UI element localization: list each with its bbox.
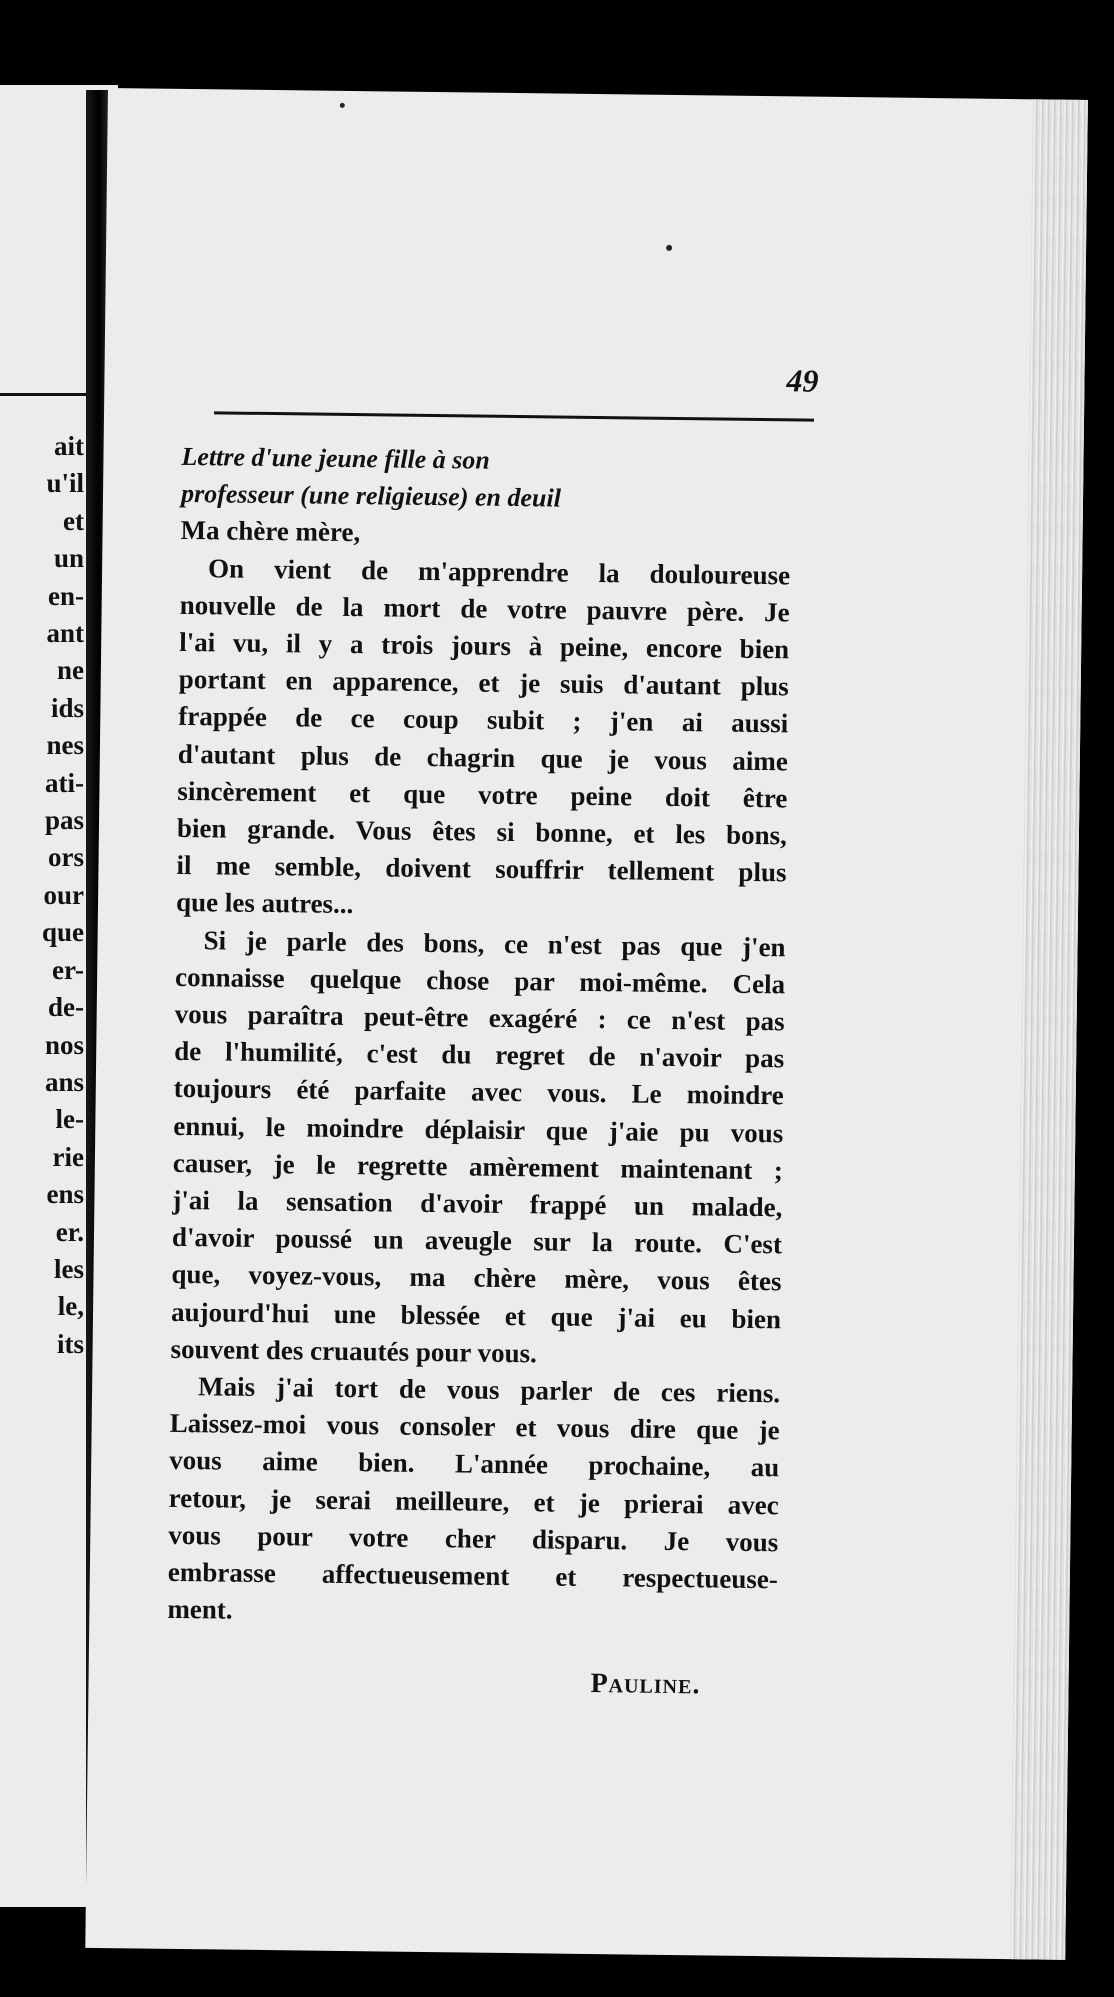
paragraph	[176, 550, 790, 929]
paragraph-line: sincèrement et que votre peine doit être	[177, 775, 788, 814]
paragraph-line: toujours été parfaite avec vous. Le moindre	[173, 1073, 784, 1111]
paragraph-line: Mais j'ai tort de vous parler de ces riens.	[197, 1371, 781, 1409]
paragraph-line: retour, je serai meilleure, et je prierai avec	[168, 1482, 779, 1520]
left-page-fragment: ans	[44, 1066, 84, 1097]
left-page-fragment: nos	[44, 1029, 84, 1060]
left-page-fragment: que	[41, 917, 84, 948]
left-page-text-fragments	[0, 428, 84, 1363]
paragraph-line: bien grande. Vous êtes si bonne, et les bons,	[176, 812, 788, 851]
left-page-fragment: ati-	[45, 767, 84, 798]
left-page-fragment: les	[54, 1253, 84, 1284]
left-page-fragment: nes	[46, 730, 84, 761]
paragraph	[170, 922, 785, 1376]
left-page-fragment: its	[57, 1328, 84, 1359]
paragraph-line: d'avoir poussé un aveugle sur la route. C'est	[171, 1222, 783, 1260]
letter-title	[181, 438, 792, 520]
paragraph-line: nouvelle de la mort de votre pauvre père. Je	[179, 589, 790, 628]
page-number: 49	[786, 362, 819, 399]
paragraph-line: vous aime bien. L'année prochaine, au	[169, 1445, 780, 1483]
paragraph-line: vous pour votre cher disparu. Je vous	[168, 1519, 779, 1558]
paragraph-line: souvent des cruautés pour vous.	[170, 1333, 538, 1369]
left-page-fragment: pas	[44, 805, 84, 836]
left-page-fragment: en-	[48, 580, 84, 611]
letter-body	[167, 438, 791, 1636]
book-page	[85, 88, 1088, 1960]
dust-speck	[666, 245, 672, 251]
left-page-fragment: er-	[52, 954, 84, 985]
paragraph-line: Laissez-moi vous consoler et vous dire que je	[169, 1408, 780, 1446]
page-edge-stack	[1010, 99, 1088, 1960]
paragraph-line: ennui, le moindre déplaisir que j'aie pu vous	[173, 1110, 784, 1148]
left-page-fragment: ait	[54, 431, 84, 461]
left-page-rule	[0, 393, 92, 396]
paragraph-line: embrasse affectueusement et respectueuse-	[167, 1556, 779, 1595]
letter-title-line: professeur (une religieuse) en deuil	[180, 479, 562, 513]
left-page-fragment: er.	[55, 1216, 84, 1247]
paragraph-line: connaisse quelque chose par moi-même. Cela	[174, 961, 786, 1000]
left-page-fragment: le-	[55, 1104, 84, 1135]
paragraph-line: On vient de m'apprendre la douloureuse	[207, 552, 791, 590]
paragraph-line: de l'humilité, c'est du regret de n'avoir pas	[174, 1036, 785, 1074]
paragraph	[167, 1368, 780, 1636]
left-page-fragment: rie	[52, 1141, 84, 1172]
left-page-fragment: de-	[48, 992, 84, 1023]
left-page-fragment: ant	[46, 618, 84, 649]
letter-title-line: Lettre d'une jeune fille à son	[181, 441, 491, 475]
header-rule	[214, 411, 814, 421]
paragraph-line: frappée de ce coup subit ; j'en ai aussi	[178, 701, 789, 739]
paragraph-line: ment.	[167, 1594, 233, 1625]
salutation: Ma chère mère,	[180, 515, 361, 548]
left-page-fragment: u'il	[46, 468, 84, 499]
left-page-fragment: ne	[57, 655, 84, 686]
signature: Pauline.	[590, 1668, 701, 1701]
paragraph-line: vous paraîtra peut-être exagéré : ce n'est pas	[174, 998, 785, 1037]
paragraph-line: il me semble, doivent souffrir tellement plus	[176, 850, 787, 888]
paragraph-line: aujourd'hui une blessée et que j'ai eu bien	[170, 1296, 782, 1334]
left-page-fragment: ens	[46, 1179, 84, 1210]
paragraph-line: que, voyez-vous, ma chère mère, vous êtes	[171, 1259, 782, 1297]
paragraph-line: portant en apparence, et je suis d'autant plus	[178, 664, 789, 702]
left-page-fragment: et	[63, 505, 84, 536]
left-page-fragment: le,	[57, 1291, 84, 1322]
left-page-fragment: un	[53, 543, 84, 574]
left-page-fragment: our	[43, 879, 84, 910]
dust-speck	[340, 103, 345, 108]
paragraph-line: que les autres...	[175, 887, 354, 920]
paragraph-line: l'ai vu, il y a trois jours à peine, encore bien	[179, 626, 790, 665]
left-page-fragment: ids	[50, 692, 84, 723]
paragraph-line: Si je parle des bons, ce n'est pas que j'en	[203, 924, 786, 962]
paragraph-line: causer, je le regrette amèrement maintenant ;	[172, 1147, 784, 1186]
paragraph-line: d'autant plus de chagrin que je vous aime	[177, 738, 789, 776]
paragraph-line: j'ai la sensation d'avoir frappé un malade,	[172, 1184, 783, 1223]
left-page-fragment: ors	[48, 842, 84, 873]
